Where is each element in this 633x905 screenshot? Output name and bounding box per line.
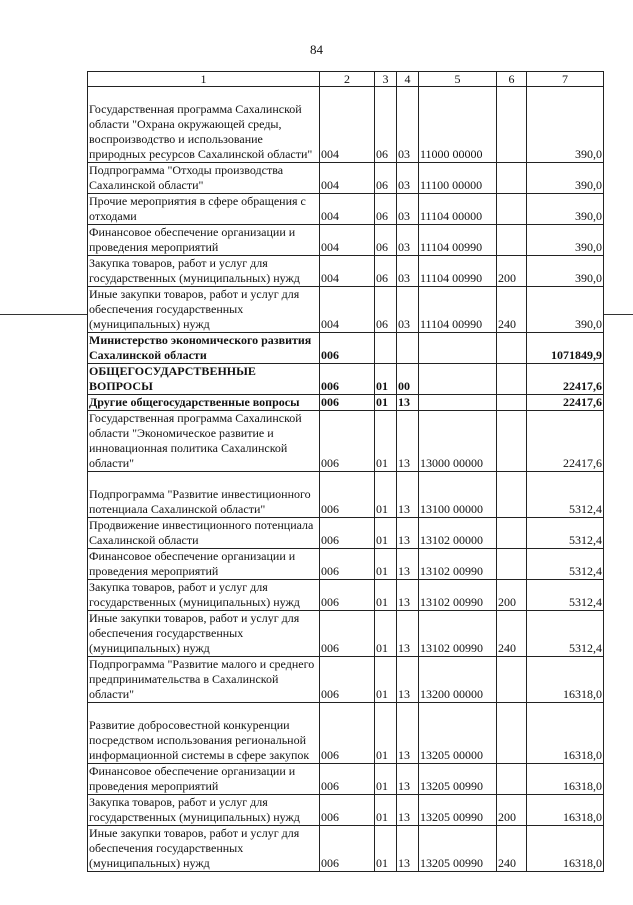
- row-section: 06: [375, 87, 397, 163]
- table-row: [88, 703, 604, 764]
- row-name: ОБЩЕГОСУДАРСТВЕННЫЕ ВОПРОСЫ: [88, 364, 320, 395]
- row-amount: 5312,4: [527, 611, 604, 657]
- row-target-article: 13102 00000: [419, 518, 497, 549]
- table-row: [88, 225, 604, 256]
- row-subsection: 03: [397, 87, 419, 163]
- table-row: [88, 472, 604, 518]
- row-grbs: 006: [320, 657, 375, 703]
- row-expense-type: 200: [497, 580, 527, 611]
- row-grbs: 006: [320, 411, 375, 472]
- table-row: [88, 657, 604, 703]
- row-grbs: 004: [320, 287, 375, 333]
- table-row: [88, 411, 604, 472]
- row-target-article: 11104 00990: [419, 225, 497, 256]
- row-subsection: 13: [397, 411, 419, 472]
- table-row: [88, 333, 604, 364]
- row-target-article: 11000 00000: [419, 87, 497, 163]
- table-body: [88, 87, 604, 872]
- row-amount: 16318,0: [527, 826, 604, 872]
- row-subsection: 13: [397, 472, 419, 518]
- row-subsection: 13: [397, 580, 419, 611]
- row-name: Финансовое обеспечение организации и проведения мероприятий: [88, 764, 320, 795]
- row-name: Закупка товаров, работ и услуг для государственных (муниципальных) нужд: [88, 580, 320, 611]
- table-row: [88, 194, 604, 225]
- row-expense-type: 240: [497, 287, 527, 333]
- row-name: Иные закупки товаров, работ и услуг для обеспечения государственных (муниципальных) нужд: [88, 287, 320, 333]
- row-name: Подпрограмма "Развитие малого и среднего предпринимательства в Сахалинской области": [88, 657, 320, 703]
- row-grbs: 006: [320, 764, 375, 795]
- row-section: 06: [375, 256, 397, 287]
- row-grbs: 006: [320, 472, 375, 518]
- table-row: [88, 256, 604, 287]
- table-row: [88, 580, 604, 611]
- row-target-article: [419, 364, 497, 395]
- row-target-article: 13100 00000: [419, 472, 497, 518]
- row-amount: 22417,6: [527, 395, 604, 411]
- row-section: 01: [375, 518, 397, 549]
- header-col-3: 3: [375, 72, 397, 87]
- row-target-article: 13000 00000: [419, 411, 497, 472]
- row-expense-type: [497, 472, 527, 518]
- row-target-article: 11104 00000: [419, 194, 497, 225]
- row-amount: 390,0: [527, 194, 604, 225]
- row-section: 01: [375, 764, 397, 795]
- row-section: 01: [375, 795, 397, 826]
- row-expense-type: [497, 364, 527, 395]
- row-subsection: 13: [397, 518, 419, 549]
- row-subsection: 13: [397, 826, 419, 872]
- row-name: Развитие добросовестной конкуренции посредством использования региональной информационной системы в сфере закупок: [88, 703, 320, 764]
- row-section: 06: [375, 287, 397, 333]
- row-amount: 5312,4: [527, 580, 604, 611]
- row-section: 01: [375, 826, 397, 872]
- row-amount: 22417,6: [527, 364, 604, 395]
- row-grbs: 006: [320, 795, 375, 826]
- row-expense-type: [497, 764, 527, 795]
- header-col-7: 7: [527, 72, 604, 87]
- row-amount: 390,0: [527, 256, 604, 287]
- row-target-article: 13205 00990: [419, 764, 497, 795]
- row-expense-type: [497, 703, 527, 764]
- row-section: [375, 333, 397, 364]
- row-grbs: 004: [320, 194, 375, 225]
- row-subsection: 13: [397, 795, 419, 826]
- row-expense-type: [497, 333, 527, 364]
- table-row: [88, 364, 604, 395]
- header-col-6: 6: [497, 72, 527, 87]
- row-name: Другие общегосударственные вопросы: [88, 395, 320, 411]
- table-row: [88, 163, 604, 194]
- row-target-article: 13102 00990: [419, 549, 497, 580]
- row-subsection: 13: [397, 703, 419, 764]
- row-subsection: 13: [397, 764, 419, 795]
- row-expense-type: [497, 657, 527, 703]
- row-name: Министерство экономического развития Сахалинской области: [88, 333, 320, 364]
- table-row: [88, 518, 604, 549]
- row-target-article: [419, 395, 497, 411]
- row-section: 01: [375, 472, 397, 518]
- row-subsection: 13: [397, 657, 419, 703]
- row-section: 01: [375, 549, 397, 580]
- scan-line-left: [0, 314, 87, 315]
- row-target-article: 11104 00990: [419, 287, 497, 333]
- table-row: [88, 287, 604, 333]
- row-name: Государственная программа Сахалинской области "Экономическое развитие и инновационная политика Сахалинской области": [88, 411, 320, 472]
- row-subsection: 13: [397, 549, 419, 580]
- row-grbs: 004: [320, 256, 375, 287]
- row-target-article: 13102 00990: [419, 580, 497, 611]
- row-subsection: 03: [397, 163, 419, 194]
- row-subsection: 03: [397, 256, 419, 287]
- row-expense-type: [497, 194, 527, 225]
- row-section: 01: [375, 411, 397, 472]
- row-section: 01: [375, 364, 397, 395]
- row-name: Закупка товаров, работ и услуг для государственных (муниципальных) нужд: [88, 256, 320, 287]
- row-expense-type: [497, 225, 527, 256]
- row-amount: 16318,0: [527, 764, 604, 795]
- row-section: 06: [375, 194, 397, 225]
- table-row: [88, 395, 604, 411]
- row-name: Государственная программа Сахалинской области "Охрана окружающей среды, воспроизводство и использование природных ресурсов Сахалинской области": [88, 87, 320, 163]
- row-expense-type: 200: [497, 795, 527, 826]
- row-expense-type: [497, 518, 527, 549]
- row-grbs: 004: [320, 87, 375, 163]
- row-amount: 22417,6: [527, 411, 604, 472]
- row-subsection: 13: [397, 395, 419, 411]
- row-amount: 390,0: [527, 87, 604, 163]
- row-grbs: 006: [320, 611, 375, 657]
- row-expense-type: [497, 411, 527, 472]
- page-number: 84: [310, 42, 323, 57]
- row-target-article: 13205 00990: [419, 826, 497, 872]
- row-section: 06: [375, 163, 397, 194]
- row-subsection: 03: [397, 194, 419, 225]
- row-target-article: [419, 333, 497, 364]
- row-amount: 5312,4: [527, 518, 604, 549]
- row-section: 01: [375, 580, 397, 611]
- row-subsection: 03: [397, 287, 419, 333]
- row-amount: 16318,0: [527, 657, 604, 703]
- row-subsection: [397, 333, 419, 364]
- row-expense-type: 240: [497, 611, 527, 657]
- row-subsection: 00: [397, 364, 419, 395]
- row-amount: 5312,4: [527, 549, 604, 580]
- row-amount: 390,0: [527, 287, 604, 333]
- row-amount: 16318,0: [527, 703, 604, 764]
- row-section: 01: [375, 657, 397, 703]
- header-col-1: 1: [88, 72, 320, 87]
- row-name: Продвижение инвестиционного потенциала Сахалинской области: [88, 518, 320, 549]
- row-amount: 390,0: [527, 163, 604, 194]
- row-section: 01: [375, 703, 397, 764]
- row-grbs: 006: [320, 580, 375, 611]
- row-grbs: 006: [320, 518, 375, 549]
- table-row: [88, 764, 604, 795]
- row-target-article: 11100 00000: [419, 163, 497, 194]
- scan-line-right: [603, 314, 633, 315]
- row-amount: 5312,4: [527, 472, 604, 518]
- row-amount: 390,0: [527, 225, 604, 256]
- row-grbs: 006: [320, 826, 375, 872]
- row-section: 06: [375, 225, 397, 256]
- row-name: Иные закупки товаров, работ и услуг для обеспечения государственных (муниципальных) нужд: [88, 826, 320, 872]
- row-expense-type: [497, 87, 527, 163]
- row-expense-type: 240: [497, 826, 527, 872]
- row-grbs: 006: [320, 333, 375, 364]
- row-grbs: 006: [320, 703, 375, 764]
- row-target-article: 13205 00990: [419, 795, 497, 826]
- header-col-2: 2: [320, 72, 375, 87]
- table-row: [88, 611, 604, 657]
- row-grbs: 004: [320, 163, 375, 194]
- row-grbs: 006: [320, 364, 375, 395]
- row-target-article: 13102 00990: [419, 611, 497, 657]
- table-row: [88, 826, 604, 872]
- row-section: 01: [375, 395, 397, 411]
- row-name: Подпрограмма "Развитие инвестиционного потенциала Сахалинской области": [88, 472, 320, 518]
- row-name: Финансовое обеспечение организации и проведения мероприятий: [88, 225, 320, 256]
- header-row: [88, 72, 604, 87]
- row-grbs: 006: [320, 395, 375, 411]
- table-row: [88, 549, 604, 580]
- row-grbs: 006: [320, 549, 375, 580]
- budget-table: [87, 71, 604, 872]
- row-target-article: 13200 00000: [419, 657, 497, 703]
- row-grbs: 004: [320, 225, 375, 256]
- header-col-4: 4: [397, 72, 419, 87]
- row-name: Подпрограмма "Отходы производства Сахалинской области": [88, 163, 320, 194]
- row-target-article: 11104 00990: [419, 256, 497, 287]
- row-subsection: 13: [397, 611, 419, 657]
- row-expense-type: [497, 395, 527, 411]
- row-name: Закупка товаров, работ и услуг для государственных (муниципальных) нужд: [88, 795, 320, 826]
- row-name: Финансовое обеспечение организации и проведения мероприятий: [88, 549, 320, 580]
- row-section: 01: [375, 611, 397, 657]
- row-amount: 1071849,9: [527, 333, 604, 364]
- row-expense-type: [497, 549, 527, 580]
- table-row: [88, 795, 604, 826]
- row-target-article: 13205 00000: [419, 703, 497, 764]
- row-subsection: 03: [397, 225, 419, 256]
- row-expense-type: [497, 163, 527, 194]
- row-expense-type: 200: [497, 256, 527, 287]
- row-name: Иные закупки товаров, работ и услуг для обеспечения государственных (муниципальных) нужд: [88, 611, 320, 657]
- row-amount: 16318,0: [527, 795, 604, 826]
- header-col-5: 5: [419, 72, 497, 87]
- row-name: Прочие мероприятия в сфере обращения с отходами: [88, 194, 320, 225]
- table-row: [88, 87, 604, 163]
